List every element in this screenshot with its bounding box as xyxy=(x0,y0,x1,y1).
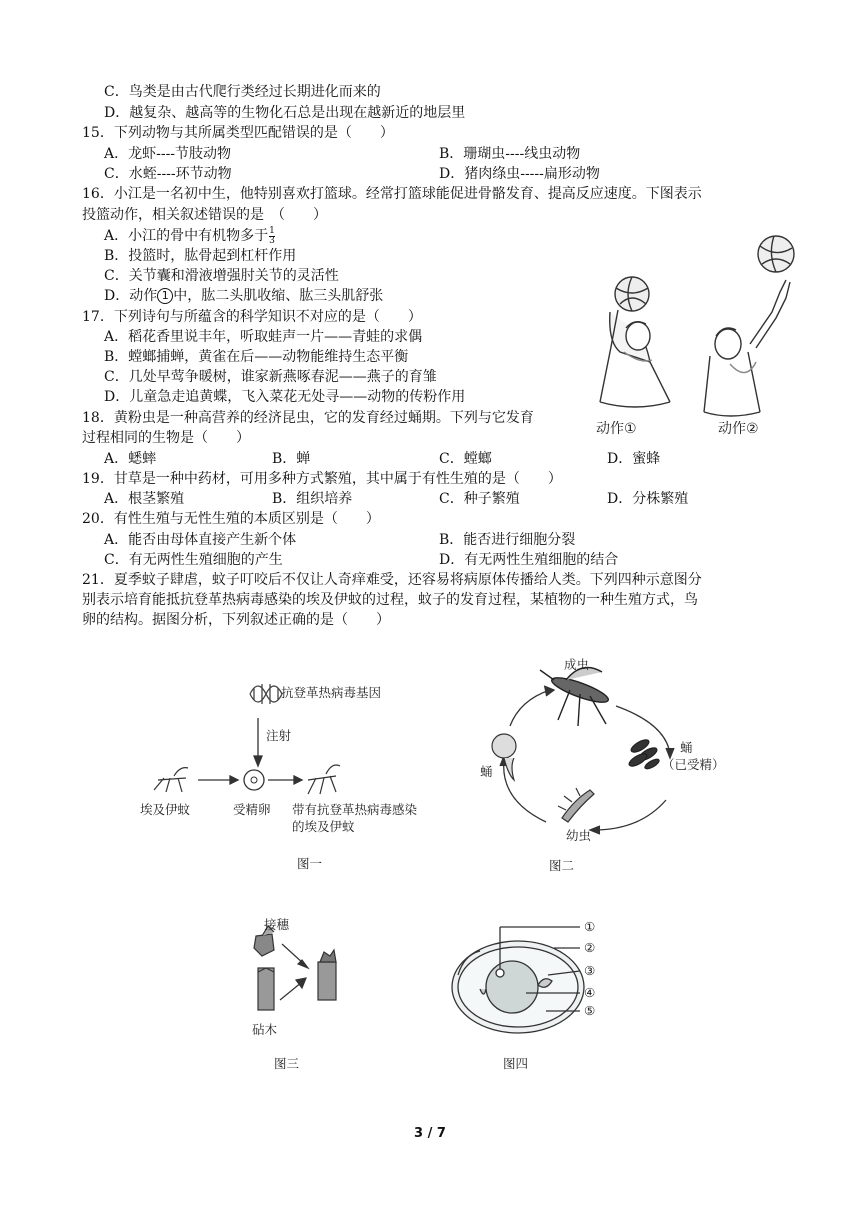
q20-option-b: B．能否进行细胞分裂 xyxy=(439,532,576,548)
fig1-caption: 图一 xyxy=(297,856,323,871)
page-number: 3 / 7 xyxy=(414,1126,446,1141)
q19-option-c: C．种子繁殖 xyxy=(439,491,520,507)
fig1-gene-label: 抗登革热病毒基因 xyxy=(281,685,382,700)
q18-option-c: C．螳螂 xyxy=(439,451,492,467)
q14-option-c: C．鸟类是由古代爬行类经过长期进化而来的 xyxy=(104,84,381,100)
q19-option-d: D．分株繁殖 xyxy=(607,491,689,507)
q15-option-b: B．珊瑚虫----线虫动物 xyxy=(439,146,581,162)
fig4-marker-3: ③ xyxy=(584,963,596,978)
q18-option-b: B．蝉 xyxy=(272,451,311,467)
q15-option-a: A．龙虾----节肢动物 xyxy=(104,146,232,162)
q16-option-d-post: 中，肱二头肌收缩、肱三头肌舒张 xyxy=(173,288,384,304)
q20-option-d: D．有无两性生殖细胞的结合 xyxy=(439,552,619,568)
q17-option-b: B．螳螂捕蝉，黄雀在后——动物能维持生态平衡 xyxy=(104,349,409,365)
eggs-icon xyxy=(627,738,660,771)
fig4-caption: 图四 xyxy=(503,1056,529,1071)
q21-stem-line1: 21．夏季蚊子肆虐，蚊子叮咬后不仅让人奇痒难受，还容易将病原体传播给人类。下列四种示意图分 xyxy=(82,572,702,588)
q18-stem-line2: 过程相同的生物是（ ） xyxy=(82,430,250,446)
fraction xyxy=(269,227,275,246)
fig1-result-label-line1: 带有抗登革热病毒感染 xyxy=(292,802,418,817)
q16-stem-line2: 投篮动作，相关叙述错误的是 （ ） xyxy=(82,207,327,223)
fig2-pupa-right-label: 蛹 xyxy=(680,740,693,755)
action-1-label: 动作① xyxy=(596,421,637,437)
q18-stem-line1: 18．黄粉虫是一种高营养的经济昆虫，它的发育经过蛹期。下列与它发育 xyxy=(82,410,534,426)
q16-stem-line1: 16．小江是一名初中生，他特别喜欢打篮球。经常打篮球能促进骨骼发育、提高反应速度。下图表示 xyxy=(82,186,702,202)
q20-stem: 20．有性生殖与无性生殖的本质区别是（ ） xyxy=(82,511,380,527)
q17-option-c: C．几处早莺争暖树，谁家新燕啄春泥——燕子的育雏 xyxy=(104,369,437,385)
q17-option-a: A．稻花香里说丰年，听取蛙声一片——青蛙的求偶 xyxy=(104,329,423,345)
fig3-stock-label: 砧木 xyxy=(252,1022,278,1037)
fig2-caption: 图二 xyxy=(549,858,575,873)
fig4-marker-2: ② xyxy=(584,940,596,955)
q17-stem: 17．下列诗句与所蕴含的科学知识不对应的是（ ） xyxy=(82,309,422,325)
fig4-marker-1: ① xyxy=(584,919,596,934)
q15-option-c: C．水蛭----环节动物 xyxy=(104,166,232,182)
dna-icon xyxy=(250,684,282,704)
fig2-larva-label: 幼虫 xyxy=(566,828,592,843)
fig1-result-label-line2: 的埃及伊蚊 xyxy=(292,819,355,834)
action-2-label: 动作② xyxy=(718,421,759,437)
q18-option-d: D．蜜蜂 xyxy=(607,451,661,467)
q16-option-c: C．关节囊和滑液增强肘关节的灵活性 xyxy=(104,268,339,284)
fig3-scion-label: 接穗 xyxy=(264,917,290,932)
fraction-numerator: 1 xyxy=(269,225,275,236)
q20-option-c: C．有无两性生殖细胞的产生 xyxy=(104,552,283,568)
q19-stem: 19．甘草是一种中药材，可用多种方式繁殖，其中属于有性生殖的是（ ） xyxy=(82,471,562,487)
q15-option-d: D．猪肉绦虫-----扁形动物 xyxy=(439,166,600,182)
fig1-egg-label: 受精卵 xyxy=(233,802,271,817)
stock-icon xyxy=(258,968,274,1010)
fig1-inject-label: 注射 xyxy=(266,728,292,743)
q21-stem-line2: 别表示培育能抵抗登革热病毒感染的埃及伊蚊的过程，蚊子的发育过程，某植物的一种生殖方式，鸟 xyxy=(82,592,698,608)
adult-mosquito-icon xyxy=(540,668,611,727)
fig2-pupa-left-label: 蛹 xyxy=(480,764,493,779)
q20-option-a: A．能否由母体直接产生新个体 xyxy=(104,532,297,548)
q17-option-d: D．儿童急走追黄蝶，飞入菜花无处寻——动物的传粉作用 xyxy=(104,389,466,405)
scion-icon xyxy=(254,934,274,956)
q18-option-a: A．蟋蟀 xyxy=(104,451,157,467)
figure-3-grafting xyxy=(240,920,360,1030)
q16-option-d xyxy=(104,286,383,306)
resistant-mosquito-icon xyxy=(308,765,340,794)
q16-option-b: B．投篮时，肱骨起到杠杆作用 xyxy=(104,248,297,264)
fig2-pupa-right-note: （已受精） xyxy=(662,757,725,772)
fig1-mosquito-label: 埃及伊蚊 xyxy=(140,802,191,817)
basketball-illustration xyxy=(580,232,800,442)
fraction-denominator: 3 xyxy=(269,235,275,246)
q15-stem: 15．下列动物与其所属类型匹配错误的是（ ） xyxy=(82,125,394,141)
fig3-caption: 图三 xyxy=(274,1056,300,1071)
q16-option-a xyxy=(104,226,276,246)
q19-option-b: B．组织培养 xyxy=(272,491,353,507)
fig2-adult-label: 成虫 xyxy=(564,657,590,672)
fertilized-egg-icon xyxy=(244,770,264,790)
larva-icon xyxy=(558,788,594,822)
mosquito-icon xyxy=(154,768,188,792)
fig4-marker-5: ⑤ xyxy=(584,1003,596,1018)
q14-option-d: D．越复杂、越高等的生物化石总是出现在越新近的地层里 xyxy=(104,105,466,121)
q21-stem-line3: 卵的结构。据图分析，下列叙述正确的是（ ） xyxy=(82,612,390,628)
fig4-marker-4: ④ xyxy=(584,985,596,1000)
q16-option-d-pre: D．动作 xyxy=(104,288,158,304)
circled-number: 1 xyxy=(157,288,173,304)
q19-option-a: A．根茎繁殖 xyxy=(104,491,185,507)
q16-option-a-text: A．小江的骨中有机物多于 xyxy=(104,228,269,244)
grafted-plant-icon xyxy=(318,962,336,1000)
